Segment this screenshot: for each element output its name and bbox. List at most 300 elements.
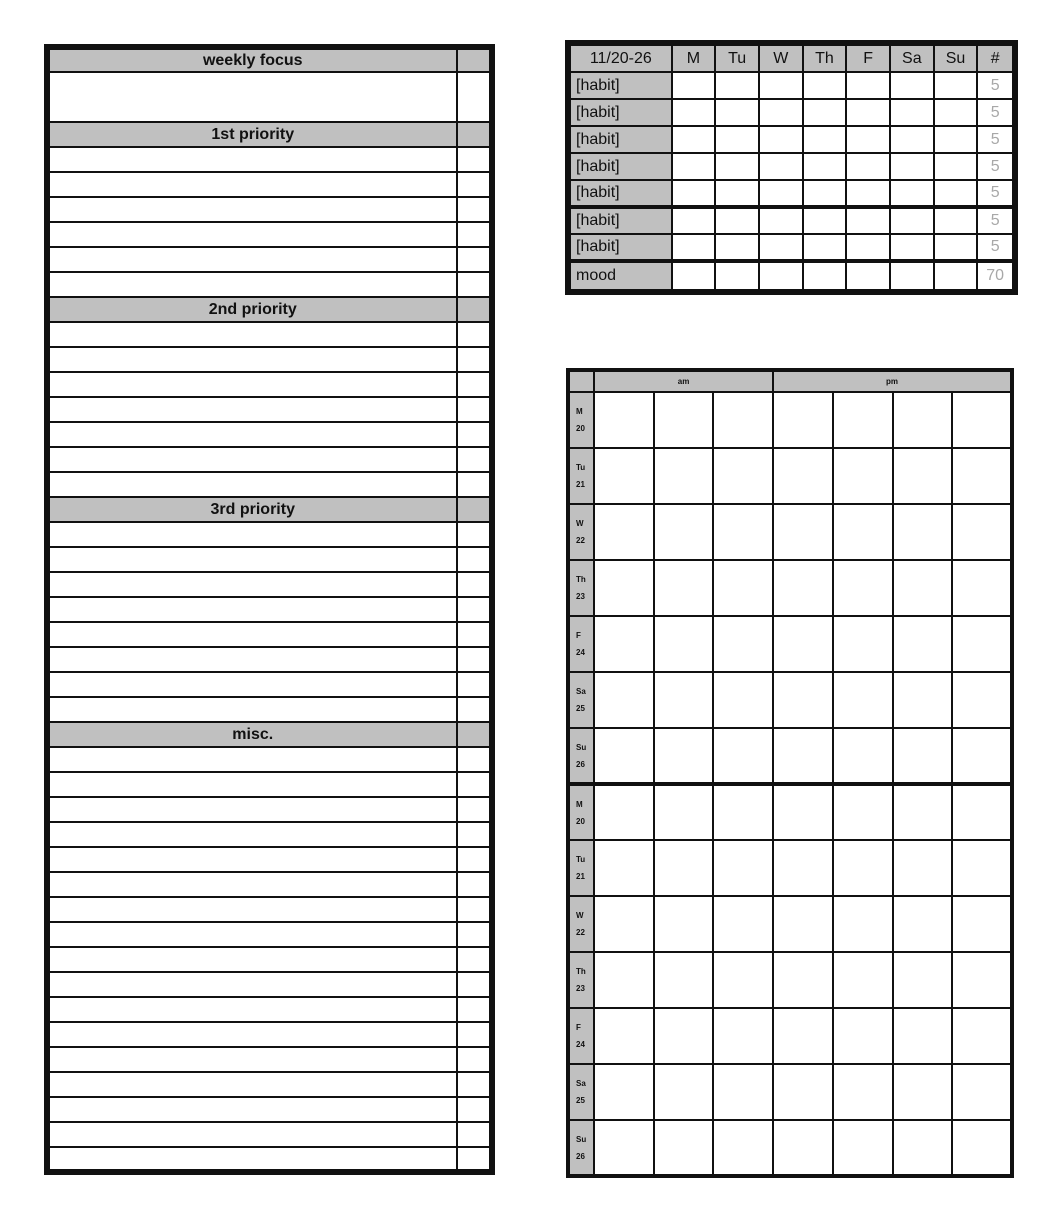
todo-check-cell[interactable] — [457, 847, 492, 872]
schedule-slot[interactable] — [833, 840, 893, 896]
todo-check-cell[interactable] — [457, 947, 492, 972]
day-abbrev: Sa — [576, 687, 586, 696]
schedule-slot[interactable] — [773, 560, 833, 616]
habit-day-cell[interactable] — [846, 153, 890, 180]
schedule-slot[interactable] — [713, 1120, 773, 1176]
todo-check-cell[interactable] — [457, 697, 492, 722]
todo-text-cell[interactable] — [47, 372, 457, 397]
todo-row — [47, 622, 492, 647]
mood-day-cell[interactable] — [934, 261, 978, 292]
habit-day-cell[interactable] — [934, 153, 978, 180]
todo-text-cell[interactable] — [47, 247, 457, 272]
habit-row — [568, 180, 1015, 207]
todo-text-cell[interactable] — [47, 897, 457, 922]
habit-label[interactable]: [habit] — [568, 126, 672, 153]
mood-day-cell[interactable] — [759, 261, 803, 292]
todo-text-cell[interactable] — [47, 197, 457, 222]
habit-day-cell[interactable] — [759, 153, 803, 180]
habit-day-cell[interactable] — [846, 99, 890, 126]
todo-check-cell[interactable] — [457, 1097, 492, 1122]
todo-text-cell[interactable] — [47, 547, 457, 572]
todo-text-cell[interactable] — [47, 347, 457, 372]
todo-check-cell[interactable] — [457, 397, 492, 422]
schedule-slot[interactable] — [773, 1120, 833, 1176]
schedule-slot[interactable] — [594, 952, 654, 1008]
day-abbrev: Th — [576, 575, 586, 584]
schedule-slot[interactable] — [893, 896, 953, 952]
todo-row — [47, 1072, 492, 1097]
todo-text-cell[interactable] — [47, 972, 457, 997]
habit-day-cell[interactable] — [759, 180, 803, 207]
habit-day-cell[interactable] — [715, 207, 759, 234]
todo-text-cell[interactable] — [47, 947, 457, 972]
habit-day-cell[interactable] — [803, 153, 847, 180]
habit-day-cell[interactable] — [715, 180, 759, 207]
schedule-slot[interactable] — [952, 728, 1012, 784]
todo-text-cell[interactable] — [47, 522, 457, 547]
todo-text-cell[interactable] — [47, 222, 457, 247]
weekly-todo-list — [44, 44, 495, 1175]
schedule-slot[interactable] — [713, 728, 773, 784]
schedule-slot[interactable] — [713, 896, 773, 952]
schedule-slot[interactable] — [713, 504, 773, 560]
schedule-slot[interactable] — [952, 672, 1012, 728]
habit-day-cell[interactable] — [890, 207, 934, 234]
schedule-slot[interactable] — [893, 448, 953, 504]
schedule-slot[interactable] — [893, 1008, 953, 1064]
am-header: am — [594, 370, 773, 392]
schedule-day-label — [568, 448, 594, 504]
schedule-slot[interactable] — [952, 392, 1012, 448]
todo-check-cell[interactable] — [457, 922, 492, 947]
schedule-slot[interactable] — [594, 616, 654, 672]
todo-text-cell[interactable] — [47, 772, 457, 797]
day-abbrev: Su — [576, 742, 587, 752]
schedule-slot[interactable] — [893, 560, 953, 616]
habit-label[interactable]: [habit] — [568, 234, 672, 261]
todo-text-cell[interactable] — [47, 1047, 457, 1072]
section-header-check — [457, 722, 492, 747]
schedule-slot[interactable] — [654, 728, 714, 784]
schedule-slot[interactable] — [713, 392, 773, 448]
habit-day-cell[interactable] — [846, 126, 890, 153]
section-title: misc. — [47, 722, 457, 747]
todo-row — [47, 147, 492, 172]
todo-row — [47, 647, 492, 672]
mood-day-cell[interactable] — [890, 261, 934, 292]
schedule-slot[interactable] — [654, 1120, 714, 1176]
todo-text-cell[interactable] — [47, 572, 457, 597]
schedule-slot[interactable] — [713, 1008, 773, 1064]
schedule-day-row — [568, 840, 1012, 896]
schedule-day-row — [568, 784, 1012, 840]
day-number: 21 — [576, 872, 585, 881]
habit-day-cell[interactable] — [803, 234, 847, 261]
todo-check-cell[interactable] — [457, 422, 492, 447]
habit-day-cell[interactable] — [846, 180, 890, 207]
schedule-slot[interactable] — [654, 672, 714, 728]
todo-text-cell[interactable] — [47, 472, 457, 497]
todo-text-cell[interactable] — [47, 1072, 457, 1097]
habit-day-cell[interactable] — [934, 180, 978, 207]
todo-text-cell[interactable] — [47, 422, 457, 447]
schedule-day-row — [568, 448, 1012, 504]
schedule-slot[interactable] — [654, 1008, 714, 1064]
section-header-check — [457, 47, 492, 72]
habit-day-cell[interactable] — [672, 126, 716, 153]
section-header-check — [457, 297, 492, 322]
section-header — [47, 47, 492, 72]
schedule-slot[interactable] — [833, 952, 893, 1008]
schedule-slot[interactable] — [893, 784, 953, 840]
todo-text-cell[interactable] — [47, 1022, 457, 1047]
schedule-slot[interactable] — [952, 784, 1012, 840]
habit-day-cell[interactable] — [672, 180, 716, 207]
mood-day-cell[interactable] — [672, 261, 716, 292]
day-number: 24 — [576, 648, 585, 657]
schedule-slot[interactable] — [773, 896, 833, 952]
todo-check-cell[interactable] — [457, 872, 492, 897]
todo-row — [47, 547, 492, 572]
habit-day-cell[interactable] — [846, 207, 890, 234]
day-header: Su — [934, 43, 978, 72]
schedule-slot[interactable] — [952, 896, 1012, 952]
schedule-slot[interactable] — [654, 392, 714, 448]
schedule-slot[interactable] — [833, 896, 893, 952]
habit-day-cell[interactable] — [672, 72, 716, 99]
todo-check-cell[interactable] — [457, 1072, 492, 1097]
todo-text-cell[interactable] — [47, 647, 457, 672]
schedule-slot[interactable] — [594, 840, 654, 896]
schedule-slot[interactable] — [773, 1064, 833, 1120]
schedule-slot[interactable] — [952, 1064, 1012, 1120]
habit-day-cell[interactable] — [759, 72, 803, 99]
schedule-slot[interactable] — [594, 1008, 654, 1064]
habit-day-cell[interactable] — [672, 153, 716, 180]
day-header: W — [759, 43, 803, 72]
day-number: 26 — [576, 759, 585, 769]
day-number: 20 — [576, 816, 585, 826]
todo-row — [47, 72, 492, 122]
todo-row — [47, 1047, 492, 1072]
todo-text-cell[interactable] — [47, 1122, 457, 1147]
schedule-slot[interactable] — [594, 728, 654, 784]
habit-day-cell[interactable] — [803, 99, 847, 126]
todo-text-cell[interactable] — [47, 922, 457, 947]
todo-check-cell[interactable] — [457, 597, 492, 622]
schedule-slot[interactable] — [833, 504, 893, 560]
schedule-slot[interactable] — [952, 1120, 1012, 1176]
todo-check-cell[interactable] — [457, 197, 492, 222]
schedule-slot[interactable] — [773, 784, 833, 840]
todo-check-cell[interactable] — [457, 797, 492, 822]
schedule-slot[interactable] — [833, 560, 893, 616]
todo-text-cell[interactable] — [47, 1147, 457, 1172]
schedule-slot[interactable] — [713, 448, 773, 504]
schedule-slot[interactable] — [893, 1064, 953, 1120]
todo-check-cell[interactable] — [457, 822, 492, 847]
schedule-slot[interactable] — [654, 448, 714, 504]
schedule-slot[interactable] — [893, 504, 953, 560]
schedule-slot[interactable] — [773, 616, 833, 672]
habit-day-cell[interactable] — [890, 180, 934, 207]
todo-text-cell[interactable] — [47, 847, 457, 872]
schedule-slot[interactable] — [654, 1064, 714, 1120]
habit-day-cell[interactable] — [759, 126, 803, 153]
schedule-slot[interactable] — [773, 672, 833, 728]
todo-check-cell[interactable] — [457, 772, 492, 797]
schedule-slot[interactable] — [773, 448, 833, 504]
habit-row — [568, 99, 1015, 126]
schedule-slot[interactable] — [773, 728, 833, 784]
todo-row — [47, 447, 492, 472]
habit-label[interactable]: [habit] — [568, 99, 672, 126]
todo-text-cell[interactable] — [47, 272, 457, 297]
habit-label[interactable]: [habit] — [568, 180, 672, 207]
schedule-slot[interactable] — [952, 952, 1012, 1008]
habit-day-cell[interactable] — [890, 153, 934, 180]
habit-day-cell[interactable] — [890, 72, 934, 99]
habit-day-cell[interactable] — [934, 207, 978, 234]
habit-day-cell[interactable] — [890, 99, 934, 126]
habit-label[interactable]: [habit] — [568, 153, 672, 180]
schedule-slot[interactable] — [952, 840, 1012, 896]
todo-text-cell[interactable] — [47, 172, 457, 197]
habit-day-cell[interactable] — [759, 207, 803, 234]
todo-check-cell[interactable] — [457, 372, 492, 397]
schedule-day-row — [568, 616, 1012, 672]
todo-check-cell[interactable] — [457, 272, 492, 297]
habit-day-cell[interactable] — [715, 126, 759, 153]
todo-text-cell[interactable] — [47, 872, 457, 897]
todo-row — [47, 597, 492, 622]
todo-text-cell[interactable] — [47, 797, 457, 822]
section-title: 3rd priority — [47, 497, 457, 522]
schedule-slot[interactable] — [594, 392, 654, 448]
habit-day-cell[interactable] — [934, 72, 978, 99]
schedule-day-label — [568, 560, 594, 616]
habit-day-cell[interactable] — [715, 234, 759, 261]
schedule-slot[interactable] — [654, 784, 714, 840]
day-header: Th — [803, 43, 847, 72]
schedule-slot[interactable] — [594, 560, 654, 616]
day-number: 22 — [576, 536, 585, 545]
schedule-slot[interactable] — [833, 616, 893, 672]
schedule-day-row — [568, 1008, 1012, 1064]
schedule-slot[interactable] — [773, 504, 833, 560]
mood-day-cell[interactable] — [846, 261, 890, 292]
habit-day-cell[interactable] — [934, 99, 978, 126]
schedule-slot[interactable] — [654, 616, 714, 672]
todo-row — [47, 697, 492, 722]
todo-check-cell[interactable] — [457, 897, 492, 922]
todo-text-cell[interactable] — [47, 147, 457, 172]
schedule-slot[interactable] — [713, 840, 773, 896]
schedule-slot[interactable] — [952, 1008, 1012, 1064]
schedule-slot[interactable] — [833, 1008, 893, 1064]
day-abbrev: F — [576, 1023, 581, 1032]
schedule-slot[interactable] — [713, 1064, 773, 1120]
mood-row — [568, 261, 1015, 292]
schedule-slot[interactable] — [952, 504, 1012, 560]
schedule-slot[interactable] — [952, 448, 1012, 504]
schedule-slot[interactable] — [773, 952, 833, 1008]
todo-text-cell[interactable] — [47, 397, 457, 422]
schedule-slot[interactable] — [773, 392, 833, 448]
schedule-slot[interactable] — [893, 672, 953, 728]
schedule-slot[interactable] — [594, 784, 654, 840]
todo-check-cell[interactable] — [457, 672, 492, 697]
schedule-header-row — [568, 370, 1012, 392]
todo-check-cell[interactable] — [457, 147, 492, 172]
schedule-slot[interactable] — [833, 728, 893, 784]
todo-text-cell[interactable] — [47, 322, 457, 347]
todo-row — [47, 372, 492, 397]
schedule-day-label — [568, 392, 594, 448]
schedule-slot[interactable] — [713, 672, 773, 728]
todo-text-cell[interactable] — [47, 747, 457, 772]
schedule-day-label — [568, 1120, 594, 1176]
schedule-slot[interactable] — [833, 448, 893, 504]
todo-text-cell[interactable] — [47, 672, 457, 697]
habit-label[interactable]: [habit] — [568, 72, 672, 99]
schedule-slot[interactable] — [594, 448, 654, 504]
todo-text-cell[interactable] — [47, 697, 457, 722]
section-header-check — [457, 497, 492, 522]
habit-day-cell[interactable] — [803, 207, 847, 234]
schedule-slot[interactable] — [773, 1008, 833, 1064]
schedule-slot[interactable] — [594, 672, 654, 728]
todo-row — [47, 1122, 492, 1147]
todo-check-cell[interactable] — [457, 347, 492, 372]
todo-text-cell[interactable] — [47, 72, 457, 122]
habit-day-cell[interactable] — [715, 99, 759, 126]
todo-check-cell[interactable] — [457, 447, 492, 472]
schedule-slot[interactable] — [594, 896, 654, 952]
day-number: 25 — [576, 1096, 585, 1105]
count-header: # — [977, 43, 1015, 72]
todo-row — [47, 222, 492, 247]
todo-row — [47, 172, 492, 197]
habit-day-cell[interactable] — [672, 207, 716, 234]
todo-row — [47, 1097, 492, 1122]
schedule-slot[interactable] — [654, 896, 714, 952]
todo-check-cell[interactable] — [457, 472, 492, 497]
schedule-slot[interactable] — [654, 560, 714, 616]
todo-check-cell[interactable] — [457, 1147, 492, 1172]
schedule-slot[interactable] — [833, 1064, 893, 1120]
habit-day-cell[interactable] — [846, 234, 890, 261]
habit-day-cell[interactable] — [759, 234, 803, 261]
habit-day-cell[interactable] — [672, 99, 716, 126]
schedule-slot[interactable] — [893, 616, 953, 672]
day-number: 24 — [576, 1040, 585, 1049]
mood-day-cell[interactable] — [715, 261, 759, 292]
schedule-day-label — [568, 1064, 594, 1120]
schedule-slot[interactable] — [833, 672, 893, 728]
schedule-slot[interactable] — [893, 1120, 953, 1176]
todo-check-cell[interactable] — [457, 247, 492, 272]
schedule-slot[interactable] — [893, 392, 953, 448]
todo-check-cell[interactable] — [457, 222, 492, 247]
schedule-slot[interactable] — [594, 1120, 654, 1176]
todo-check-cell[interactable] — [457, 322, 492, 347]
habit-day-cell[interactable] — [715, 153, 759, 180]
habit-label[interactable]: [habit] — [568, 207, 672, 234]
schedule-slot[interactable] — [893, 840, 953, 896]
schedule-slot[interactable] — [713, 952, 773, 1008]
schedule-slot[interactable] — [893, 952, 953, 1008]
schedule-slot[interactable] — [594, 1064, 654, 1120]
mood-day-cell[interactable] — [803, 261, 847, 292]
schedule-slot[interactable] — [833, 392, 893, 448]
schedule-slot[interactable] — [952, 616, 1012, 672]
todo-text-cell[interactable] — [47, 622, 457, 647]
schedule-slot[interactable] — [713, 616, 773, 672]
todo-check-cell[interactable] — [457, 1022, 492, 1047]
todo-check-cell[interactable] — [457, 647, 492, 672]
todo-check-cell[interactable] — [457, 72, 492, 122]
habit-day-cell[interactable] — [759, 99, 803, 126]
todo-check-cell[interactable] — [457, 1122, 492, 1147]
todo-text-cell[interactable] — [47, 997, 457, 1022]
todo-check-cell[interactable] — [457, 522, 492, 547]
todo-text-cell[interactable] — [47, 1097, 457, 1122]
habit-day-cell[interactable] — [803, 180, 847, 207]
schedule-slot[interactable] — [594, 504, 654, 560]
habit-row — [568, 72, 1015, 99]
schedule-slot[interactable] — [773, 840, 833, 896]
schedule-slot[interactable] — [713, 560, 773, 616]
habit-day-cell[interactable] — [934, 234, 978, 261]
schedule-slot[interactable] — [713, 784, 773, 840]
schedule-slot[interactable] — [893, 728, 953, 784]
habit-day-cell[interactable] — [890, 234, 934, 261]
schedule-slot[interactable] — [654, 952, 714, 1008]
schedule-slot[interactable] — [952, 560, 1012, 616]
day-number: 23 — [576, 984, 585, 993]
todo-check-cell[interactable] — [457, 1047, 492, 1072]
todo-row — [47, 1022, 492, 1047]
todo-text-cell[interactable] — [47, 597, 457, 622]
habit-day-cell[interactable] — [672, 234, 716, 261]
todo-check-cell[interactable] — [457, 997, 492, 1022]
schedule-slot[interactable] — [833, 1120, 893, 1176]
todo-check-cell[interactable] — [457, 572, 492, 597]
habit-count: 5 — [977, 207, 1015, 234]
schedule-slot[interactable] — [833, 784, 893, 840]
schedule-day-label — [568, 504, 594, 560]
day-abbrev: Th — [576, 967, 586, 976]
todo-text-cell[interactable] — [47, 447, 457, 472]
todo-check-cell[interactable] — [457, 747, 492, 772]
schedule-day-label — [568, 616, 594, 672]
todo-check-cell[interactable] — [457, 172, 492, 197]
todo-check-cell[interactable] — [457, 622, 492, 647]
habit-day-cell[interactable] — [803, 126, 847, 153]
schedule-slot[interactable] — [654, 504, 714, 560]
todo-check-cell[interactable] — [457, 972, 492, 997]
habit-day-cell[interactable] — [890, 126, 934, 153]
habit-day-cell[interactable] — [934, 126, 978, 153]
habit-day-cell[interactable] — [846, 72, 890, 99]
habit-day-cell[interactable] — [803, 72, 847, 99]
todo-text-cell[interactable] — [47, 822, 457, 847]
mood-count: 70 — [977, 261, 1015, 292]
todo-check-cell[interactable] — [457, 547, 492, 572]
habit-day-cell[interactable] — [715, 72, 759, 99]
schedule-slot[interactable] — [654, 840, 714, 896]
